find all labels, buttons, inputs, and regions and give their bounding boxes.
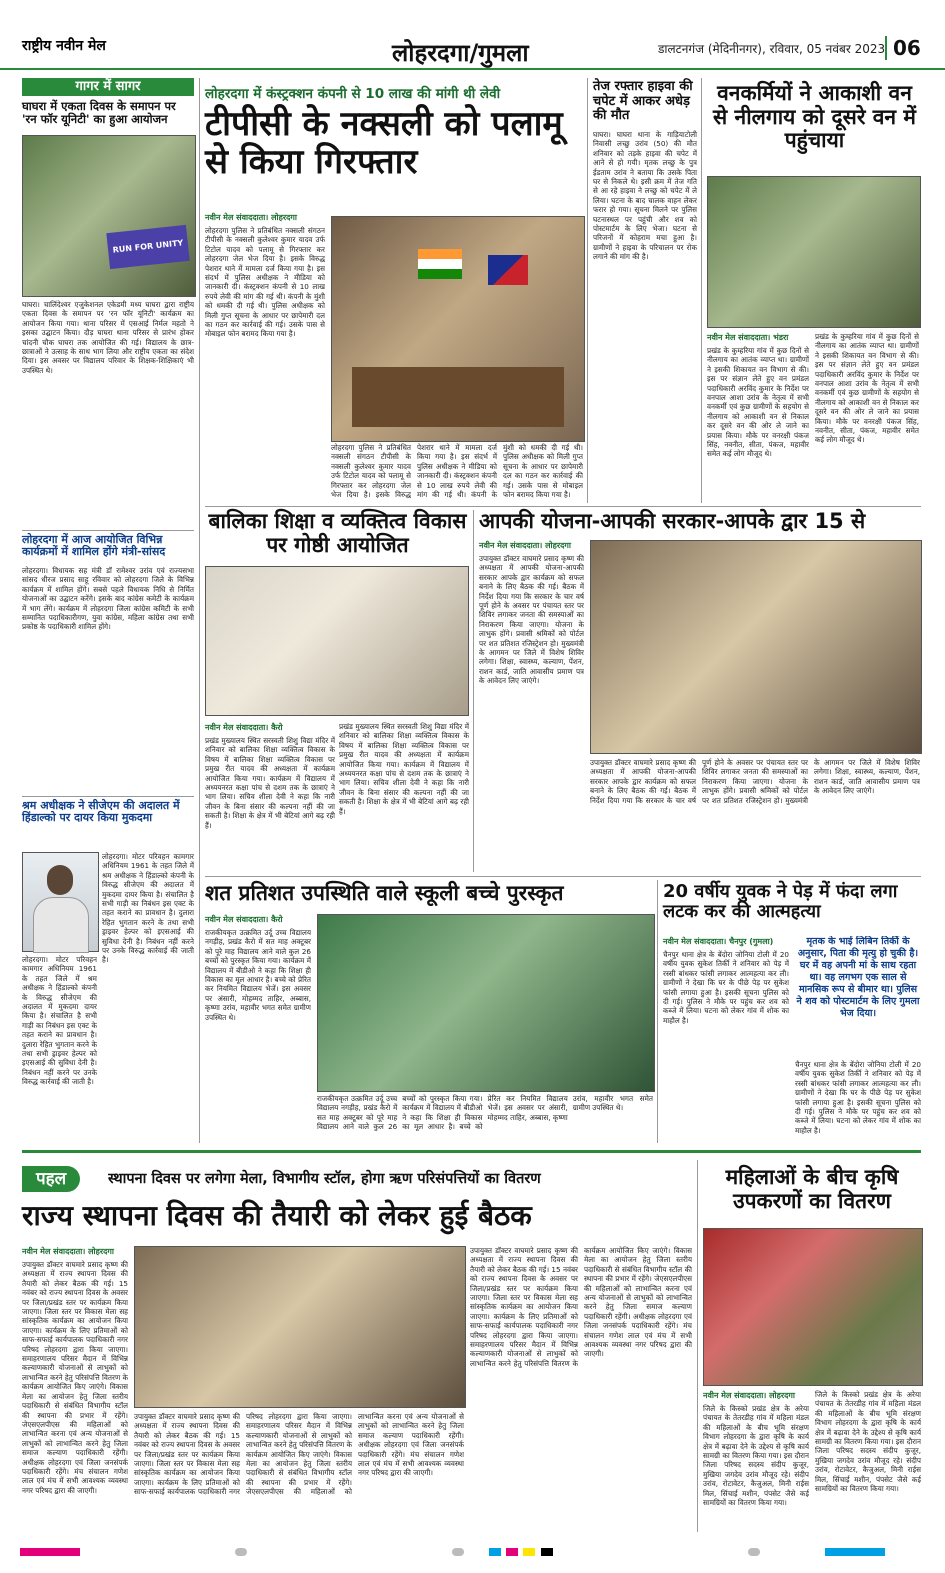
naxal-body-cont: लोहरदगा पुलिस ने प्रतिबंधित नक्सली संगठन टीपीसी के नक्सली कुलेश्वर कुमार यादव उर्फ टिटोल यादव को पलामू से गिरफ्तार कर लोहरदगा जेल भेज दिया है। इसके विरुद्ध पेशरार थाने में मामला दर्ज किया गया है। इस संदर्भ में पुलिस अधीक्षक ने मीडिया को जानकारी दी। कंस्ट्रक्शन कंपनी से 10 लाख रुपये लेवी की मांग की गई थी। कंपनी के मुंशी को धमकी दी गई थी। पुलिस अधीक्षक को मिली गुप्त सूचना के आधार पर छापेमारी दल का गठन कर कार्रवाई की गई। उसके पास से मोबाइल फोन बरामद किया गया है।	[331, 443, 583, 500]
yojana-byline: नवीन मेल संवाददाता। लोहरदगा	[479, 541, 571, 550]
column-rule	[473, 510, 474, 872]
tractor-distribution-photo	[703, 1228, 923, 1386]
column-rule	[701, 78, 702, 503]
page-number: 06	[885, 36, 921, 60]
pehal-kicker: स्थापना दिवस पर लगेगा मेला, विभागीय स्टॉल, होगा ऋण परिसंपत्तियों का वितरण	[108, 1171, 541, 1187]
portrait-body	[33, 897, 89, 953]
divider	[205, 876, 921, 877]
run-for-unity-banner: RUN FOR UNITY	[106, 225, 189, 269]
forest-headline: वनकर्मियों ने आकाशी वन से नीलगाय को दूसरे वन में पहुंचाया	[713, 81, 916, 153]
column-rule	[657, 880, 658, 1143]
labour-officer-portrait	[22, 852, 99, 952]
magenta-swatch	[20, 1548, 80, 1556]
yojana-headline: आपकी योजना-आपकी सरकार-आपके द्वार 15 से	[479, 509, 866, 533]
pehal-body-cont-2: उपायुक्त डॉक्टर वाघमारे प्रसाद कृष्ण की अध्यक्षता में राज्य स्थापना दिवस की तैयारी को लेकर बैठक की गई। 15 नवंबर को राज्य स्थापना दिवस के अवसर पर जिला/प्रखंड स्तर पर कार्यक्रम किया जाएगा। जिला स्तर पर विकास मेला सह सांस्कृतिक कार्यक्रम का आयोजन किया जाएगा। कार्यक्रम के लिए प्रतिमाओं को साफ-सफाई कार्यपालक पदाधिकारी नगर परिषद लोहरदगा द्वारा किया जाएगा। समाहरणालय परिसर मैदान में विभिन्न कल्याणकारी योजनाओं से लाभुकों को लाभान्वित करने हेतु परिसंपत्ति वितरण के कार्यक्रम आयोजित किए जाएंगे। विकास मेला का आयोजन हेतु जिला स्तरीय पदाधिकारी से संबंधित विभागीय स्टॉल की स्थापना की प्रभार में रहेंगे। जेएसएलपीएस की महिलाओं को लाभान्वित करना एवं अन्य योजनाओं से लाभुकों को लाभान्वित करने हेतु जिला समाज कल्याण पदाधिकारी रहेंगी। अधीक्षक लोहरदगा एवं जिला जनसंपर्क पदाधिकारी रहेंगे। मंच संचालन गणेश लाल एवं मंच में सभी आवश्यक व्यवस्था नगर परिषद द्वारा की जाएगी।	[470, 1246, 692, 1368]
ghaghra-headline: घाघरा में एकता दिवस के समापन पर 'रन फॉर यूनिटी' का हुआ आयोजन	[22, 99, 176, 126]
divider	[22, 530, 194, 531]
pehal-body-cont: उपायुक्त डॉक्टर वाघमारे प्रसाद कृष्ण की अध्यक्षता में राज्य स्थापना दिवस की तैयारी को लेकर बैठक की गई। 15 नवंबर को राज्य स्थापना दिवस के अवसर पर जिला/प्रखंड स्तर पर कार्यक्रम किया जाएगा। जिला स्तर पर विकास मेला सह सांस्कृतिक कार्यक्रम का आयोजन किया जाएगा। कार्यक्रम के लिए प्रतिमाओं को साफ-सफाई कार्यपालक पदाधिकारी नगर परिषद लोहरदगा द्वारा किया जाएगा। समाहरणालय परिसर मैदान में विभिन्न कल्याणकारी योजनाओं से लाभुकों को लाभान्वित करने हेतु परिसंपत्ति वितरण के कार्यक्रम आयोजित किए जाएंगे। विकास मेला का आयोजन हेतु जिला स्तरीय पदाधिकारी से संबंधित विभागीय स्टॉल की स्थापना की प्रभार में रहेंगे। जेएसएलपीएस की महिलाओं को लाभान्वित करना एवं अन्य योजनाओं से लाभुकों को लाभान्वित करने हेतु जिला समाज कल्याण पदाधिकारी रहेंगी। अधीक्षक लोहरदगा एवं जिला जनसंपर्क पदाधिकारी रहेंगे। मंच संचालन गणेश लाल एवं मंच में सभी आवश्यक व्यवस्था नगर परिषद द्वारा की जाएगी।	[134, 1412, 464, 1497]
women-body-cont: जिले के किस्को प्रखंड क्षेत्र के अरेया पंचायत के तेतरडीह गांव में महिला मंडल की महिलाओं के बीच भूमि संरक्षण विभाग लोहरदगा के द्वारा कृषि के कार्य क्षेत्र में बढ़ावा देने के उद्देश्य से कृषि कार्य सामग्री का वितरण किया गया। इस दौरान जिला परिषद सदस्य संदीप कुजूर, मुखिया जगदेव उरांव मौजूद रहे। संदीप उरांव, रोटावेटर, कैजुअल, मिनी राईस मिल, सिंचाई मशीन, पंपसेट जैसे कई सामग्रियों का वितरण किया गया।	[815, 1390, 921, 1494]
girls-seminar-photo	[205, 566, 469, 716]
column-rule	[697, 1160, 698, 1532]
section-rule	[22, 1150, 921, 1153]
students-body: राजकीयकृत उत्क्रमित उर्दू उच्च विद्यालय नगड़ीह, प्रखंड कैरो में सत माह अक्टूबर को पूरे माह विद्यालय आने वाले कुल 26 बच्चों को पुरस्कृत किया गया। कार्यक्रम में विद्यालय में बीडीओ ने कहा कि शिक्षा ही विकास का मूल आधार है। बच्चे को प्रेरित कर नियमित विद्यालय भेजें। इस अवसर पर अंसारी, मोहम्मद ताहिर, अब्बास, कृष्णा उरांव, महावीर भगत समेत ग्रामीण उपस्थित थे।	[205, 928, 311, 1022]
students-body-cont: राजकीयकृत उत्क्रमित उर्दू उच्च विद्यालय नगड़ीह, प्रखंड कैरो में सत माह अक्टूबर को पूरे माह विद्यालय आने वाले कुल 26 बच्चों को पुरस्कृत किया गया। कार्यक्रम में विद्यालय में बीडीओ ने कहा कि शिक्षा ही विकास का मूल आधार है। बच्चे को प्रेरित कर नियमित विद्यालय भेजें। इस अवसर पर अंसारी, मोहम्मद ताहिर, अब्बास, कृष्णा उरांव, महावीर भगत समेत ग्रामीण उपस्थित थे।	[317, 1094, 653, 1132]
desk	[352, 367, 564, 427]
girls-byline: नवीन मेल संवाददाता। कैरो	[205, 723, 283, 732]
yojana-meeting-photo	[590, 540, 922, 754]
women-body: जिले के किस्को प्रखंड क्षेत्र के अरेया पंचायत के तेतरडीह गांव में महिला मंडल की महिलाओं के बीच भूमि संरक्षण विभाग लोहरदगा के द्वारा कृषि के कार्य क्षेत्र में बढ़ावा देने के उद्देश्य से कृषि कार्य सामग्री का वितरण किया गया। इस दौरान जिला परिषद सदस्य संदीप कुजूर, मुखिया जगदेव उरांव मौजूद रहे। संदीप उरांव, रोटावेटर, कैजुअल, मिनी राईस मिल, सिंचाई मशीन, पंपसेट जैसे कई सामग्रियों का वितरण किया गया।	[703, 1404, 809, 1508]
naxal-headline: टीपीसी के नक्सली को पलामू से किया गिरफ्तार	[205, 104, 563, 183]
masthead	[0, 0, 945, 70]
students-headline: शत प्रतिशत उपस्थिति वाले स्कूली बच्चे पुरस्कृत	[205, 881, 564, 905]
column-rule	[587, 78, 588, 503]
ghaghra-body: घाघरा। चालिंदेश्वर एजुकेशनल एकेडमी मध्य घाघरा द्वारा राष्ट्रीय एकता दिवस के समापन पर 'रन फॉर यूनिटी' कार्यक्रम का आयोजन किया गया। थाना परिसर में एसआई निर्मल महतो ने इसका उद्घाटन किया। दौड़ घाघरा थाना परिसर से प्रारंभ होकर चांदनी चौक घाघरा तक आयोजित की गई। विद्यालय के छात्र-छात्राओं ने उत्साह के साथ भाग लिया और राष्ट्रीय एकता का संदेश दिया। इस अवसर पर विद्यालय परिवार के शिक्षक-शिक्षिकाएं भी उपस्थित थे।	[22, 300, 194, 375]
minister-body: लोहरदगा। विधायक सह मंत्री डॉ रामेश्वर उरांव एवं राज्यसभा सांसद धीरज प्रसाद साहू रविवार को लोहरदगा जिले के विभिन्न कार्यक्रम में शामिल होंगे। सबसे पहले विधायक निधि से निर्मित योजनाओं का उद्घाटन करेंगे। इसके बाद कांग्रेस कमेटी के कार्यक्रम में भाग लेंगे। कार्यक्रम में लोहरदगा जिला कांग्रेस कमिटी के सभी सम्मानित पदाधिकारीगण, युवा कांग्रेस, महिला कांग्रेस तथा सभी प्रकोष्ठ के पदाधिकारी शामिल होंगे।	[22, 566, 194, 632]
suicide-pullquote: मृतक के भाई लिबिन तिर्की के अनुसार, पिता की मृत्यु हो चुकी है। घर में वह अपनी मां के साथ रहता था। वह लगभग एक साल से मानसिक रूप से बीमार था। पुलिस ने शव को पोस्टमार्टम के लिए गुमला भेज दिया।	[796, 936, 920, 1019]
suicide-body: चैनपुर थाना क्षेत्र के बेंदोरा जोनिया टोली में 20 वर्षीय युवक सुकेश तिर्की ने शनिवार को पेड़ में रस्सी बांधकर फांसी लगाकर आत्महत्या कर ली। ग्रामीणों ने देखा कि घर के पीछे पेड़ पर सुकेश फांसी लगाया हुआ है। इसकी सूचना पुलिस को दी गई। पुलिस ने मौके पर पहुंच कर शव को कब्जे में लिया। घटना को लेकर गांव में शोक का माहौल है।	[663, 950, 789, 1025]
print-registration-bar	[20, 1541, 925, 1553]
black-swatch	[541, 1548, 553, 1556]
forest-body: प्रखंड के कुम्हरिया गांव में कुछ दिनों से नीलगाय का आतंक व्याप्त था। ग्रामीणों ने इसकी शिकायत वन विभाग से की। इस पर संज्ञान लेते हुए वन प्रमंडल पदाधिकारी अरविंद कुमार के निर्देश पर वनपाल आशा उरांव के नेतृत्व में सभी वनकर्मी एवं कुछ ग्रामीणों के सहयोग से नीलगाय को आकाशी वन से निकाल कर दूसरे वन की ओर ले जाने का प्रयास किया। मौके पर वनरक्षी पंकज सिंह, नवनीत, सीता, पंकज, महावीर समेत कई लोग मौजूद थे।	[707, 346, 809, 459]
court-body: लोहरदगा। मोटर परिवहन कामगार अधिनियम 1961 के तहत जिले में श्रम अधीक्षक ने हिंडाल्को कंपनी के विरुद्ध सीजेएम की अदालत में मुकदमा दायर किया है। संचालित है सभी गाड़ी का निबंधन इस एक्ट के तहत कराने का प्रावधान है। दुलारा रेहित भुगतान करने के तथा सभी ड्राइवर हेल्पर को इएसआई की सुविधा देनी है। निबंधन नहीं करने पर उनके विरुद्ध कार्रवाई की जाती है।	[102, 852, 194, 965]
cyan-swatch	[825, 1548, 885, 1556]
court-headline: श्रम अधीक्षक ने सीजेएम की अदालत में हिंडाल्को पर दायर किया मुकदमा	[22, 799, 180, 825]
run-for-unity-photo	[22, 135, 196, 297]
girls-headline: बालिका शिक्षा व व्यक्तित्व विकास पर गोष्ठी आयोजित	[208, 509, 467, 557]
forest-body-cont: प्रखंड के कुम्हरिया गांव में कुछ दिनों से नीलगाय का आतंक व्याप्त था। ग्रामीणों ने इसकी शिकायत वन विभाग से की। इस पर संज्ञान लेते हुए वन प्रमंडल पदाधिकारी अरविंद कुमार के निर्देश पर वनपाल आशा उरांव के नेतृत्व में सभी वनकर्मी एवं कुछ ग्रामीणों के सहयोग से नीलगाय को आकाशी वन से निकाल कर दूसरे वन की ओर ले जाने का प्रयास किया। मौके पर वनरक्षी पंकज सिंह, नवनीत, सीता, पंकज, महावीर समेत कई लोग मौजूद थे।	[815, 332, 919, 445]
forest-workers-photo	[707, 176, 921, 328]
divider	[22, 796, 194, 797]
registration-dot	[748, 1548, 760, 1556]
foundation-day-meeting-photo	[134, 1246, 466, 1408]
page-title: लोहरदगा/गुमला	[392, 39, 529, 67]
naxal-byline: नवीन मेल संवाददाता। लोहरदगा	[205, 213, 297, 222]
girls-body: प्रखंड मुख्यालय स्थित सरस्वती शिशु विद्या मंदिर में शनिवार को बालिका शिक्षा व्यक्तित्व विकास के विषय में बालिका शिक्षा व्यक्तित्व विकास पर प्रमुख रीत यादव की अध्यक्षता में कार्यक्रम आयोजित किया गया। कार्यक्रम में विद्यालय में अध्ययनरत कक्षा पांच से दशम तक के छात्राएं ने भाग लिया। सचिव शीला देवी ने कहा कि नारी जीवन के बिना संसार की कल्पना नहीं की जा सकती है। शिक्षा के क्षेत्र में भी बेटियां आगे बढ़ रही हैं।	[205, 736, 335, 830]
women-byline: नवीन मेल संवाददाता। लोहरदगा	[703, 1391, 795, 1400]
pehal-body: उपायुक्त डॉक्टर वाघमारे प्रसाद कृष्ण की अध्यक्षता में राज्य स्थापना दिवस की तैयारी को लेकर बैठक की गई। 15 नवंबर को राज्य स्थापना दिवस के अवसर पर जिला/प्रखंड स्तर पर कार्यक्रम किया जाएगा। जिला स्तर पर विकास मेला सह सांस्कृतिक कार्यक्रम का आयोजन किया जाएगा। कार्यक्रम के लिए प्रतिमाओं को साफ-सफाई कार्यपालक पदाधिकारी नगर परिषद लोहरदगा द्वारा किया जाएगा। समाहरणालय परिसर मैदान में विभिन्न कल्याणकारी योजनाओं से लाभुकों को लाभान्वित करने हेतु परिसंपत्ति वितरण के कार्यक्रम आयोजित किए जाएंगे। विकास मेला का आयोजन हेतु जिला स्तरीय पदाधिकारी से संबंधित विभागीय स्टॉल की स्थापना की प्रभार में रहेंगे। जेएसएलपीएस की महिलाओं को लाभान्वित करना एवं अन्य योजनाओं से लाभुकों को लाभान्वित करने हेतु जिला समाज कल्याण पदाधिकारी रहेंगी। अधीक्षक लोहरदगा एवं जिला जनसंपर्क पदाधिकारी रहेंगे। मंच संचालन गणेश लाल एवं मंच में सभी आवश्यक व्यवस्था नगर परिषद द्वारा की जाएगी।	[22, 1260, 128, 1495]
pehal-headline: राज्य स्थापना दिवस की तैयारी को लेकर हुई बैठक	[22, 1199, 532, 1232]
yellow-swatch	[523, 1548, 535, 1556]
dateline: डालटनगंज (मेदिनीनगर), रविवार, 05 नवंबर 2023	[658, 42, 886, 56]
divider	[205, 506, 921, 507]
portrait-face	[47, 865, 73, 895]
yojana-body: उपायुक्त डॉक्टर वाघमारे प्रसाद कृष्ण की अध्यक्षता में आपकी योजना-आपकी सरकार आपके द्वार कार्यक्रम को सफल बनाने के लिए बैठक की गई। बैठक में निर्देश दिया गया कि सरकार के चार वर्ष पूर्ण होने के अवसर पर पंचायत स्तर पर शिविर लगाकर जनता की समस्याओं का निराकरण किया जाएगा। योजना के लाभुक होंगे। प्रवासी श्रमिकों को पोर्टल पर शत प्रतिशत रजिस्ट्रेशन हो। मुख्यमंत्री के आगमन पर जिले में विशेष शिविर लगेगा। शिक्षा, स्वास्थ्य, कल्याण, पेंशन, राशन कार्ड, जाति आवासीय प्रमाण पत्र के आवेदन लिए जाएंगे।	[479, 554, 584, 686]
suicide-body-cont: चैनपुर थाना क्षेत्र के बेंदोरा जोनिया टोली में 20 वर्षीय युवक सुकेश तिर्की ने शनिवार को पेड़ में रस्सी बांधकर फांसी लगाकर आत्महत्या कर ली। ग्रामीणों ने देखा कि घर के पीछे पेड़ पर सुकेश फांसी लगाया हुआ है। इसकी सूचना पुलिस को दी गई। पुलिस ने मौके पर पहुंच कर शव को कब्जे में लिया। घटना को लेकर गांव में शोक का माहौल है।	[795, 1060, 921, 1135]
suicide-byline: नवीन मेल संवाददाता। चैनपुर (गुमला)	[663, 937, 774, 946]
naxal-kicker: लोहरदगा में कंस्ट्रक्शन कंपनी से 10 लाख की मांगी थी लेवी	[205, 86, 501, 102]
students-award-photo	[317, 914, 655, 1092]
girls-body-cont: प्रखंड मुख्यालय स्थित सरस्वती शिशु विद्या मंदिर में शनिवार को बालिका शिक्षा व्यक्तित्व विकास के विषय में बालिका शिक्षा व्यक्तित्व विकास पर प्रमुख रीत यादव की अध्यक्षता में कार्यक्रम आयोजित किया गया। कार्यक्रम में विद्यालय में अध्ययनरत कक्षा पांच से दशम तक के छात्राएं ने भाग लिया। सचिव शीला देवी ने कहा कि नारी जीवन के बिना संसार की कल्पना नहीं की जा सकती है। शिक्षा के क्षेत्र में भी बेटियां आगे बढ़ रही हैं।	[339, 722, 469, 816]
cyan-swatch	[489, 1548, 501, 1556]
magenta-swatch	[506, 1548, 518, 1556]
women-headline: महिलाओं के बीच कृषि उपकरणों का वितरण	[725, 1165, 899, 1213]
section-tag: गागर में सागर	[22, 78, 194, 96]
flag-india	[418, 249, 462, 279]
highway-headline: तेज रफ्तार हाइवा की चपेट में आकर अधेड़ की मौत	[593, 79, 693, 124]
registration-dot	[235, 1548, 247, 1556]
forest-byline: नवीन मेल संवाददाता। भंडरा	[707, 333, 789, 342]
naxal-body: लोहरदगा पुलिस ने प्रतिबंधित नक्सली संगठन टीपीसी के नक्सली कुलेश्वर कुमार यादव उर्फ टिटोल यादव को पलामू से गिरफ्तार कर लोहरदगा जेल भेज दिया है। इसके विरुद्ध पेशरार थाने में मामला दर्ज किया गया है। इस संदर्भ में पुलिस अधीक्षक ने मीडिया को जानकारी दी। कंस्ट्रक्शन कंपनी से 10 लाख रुपये लेवी की मांग की गई थी। कंपनी के मुंशी को धमकी दी गई थी। पुलिस अधीक्षक को मिली गुप्त सूचना के आधार पर छापेमारी दल का गठन कर कार्रवाई की गई। उसके पास से मोबाइल फोन बरामद किया गया है।	[205, 226, 325, 339]
minister-headline: लोहरदगा में आज आयोजित विभिन्न कार्यक्रमों में शामिल होंगे मंत्री-सांसद	[22, 533, 166, 559]
newspaper-logo: राष्ट्रीय नवीन मेल	[22, 38, 106, 54]
police-press-photo	[331, 216, 585, 442]
yojana-body-cont: उपायुक्त डॉक्टर वाघमारे प्रसाद कृष्ण की अध्यक्षता में आपकी योजना-आपकी सरकार आपके द्वार कार्यक्रम को सफल बनाने के लिए बैठक की गई। बैठक में निर्देश दिया गया कि सरकार के चार वर्ष पूर्ण होने के अवसर पर पंचायत स्तर पर शिविर लगाकर जनता की समस्याओं का निराकरण किया जाएगा। योजना के लाभुक होंगे। प्रवासी श्रमिकों को पोर्टल पर शत प्रतिशत रजिस्ट्रेशन हो। मुख्यमंत्री के आगमन पर जिले में विशेष शिविर लगेगा। शिक्षा, स्वास्थ्य, कल्याण, पेंशन, राशन कार्ड, जाति आवासीय प्रमाण पत्र के आवेदन लिए जाएंगे।	[590, 758, 920, 805]
pehal-byline: नवीन मेल संवाददाता। लोहरदगा	[22, 1247, 114, 1256]
column-rule	[199, 78, 200, 1143]
students-byline: नवीन मेल संवाददाता। कैरो	[205, 915, 283, 924]
flag-police	[488, 255, 528, 285]
pehal-tag: पहल	[22, 1166, 80, 1192]
suicide-headline: 20 वर्षीय युवक ने पेड़ में फंदा लगा लटक कर की आत्महत्या	[663, 881, 898, 923]
highway-body: घाघरा। घाघरा थाना के गाड़ियाटोली निवासी लच्छु उरांव (50) की मौत शनिवार को तड़के हाइवा की चपेट में आने से हो गयी। मृतक लच्छु के पुत्र ईडताम उरांव ने बताया कि उसके पिता घर से निकले थे। इसी क्रम में तेज गति से आ रहे हाइवा ने लच्छु को चपेट में ले लिया। घटना के बाद चालक वाहन लेकर फरार हो गया। सूचना मिलने पर पुलिस घटनास्थल पर पहुंची और शव को पोस्टमार्टम के लिए भेजा। घटना से परिजनों में कोहराम मचा हुआ है। ग्रामीणों ने हाइवा के परिचालन पर रोक लगाने की मांग की है।	[593, 130, 697, 262]
registration-dot	[452, 1548, 464, 1556]
court-body-cont: लोहरदगा। मोटर परिवहन कामगार अधिनियम 1961 के तहत जिले में श्रम अधीक्षक ने हिंडाल्को कंपनी के विरुद्ध सीजेएम की अदालत में मुकदमा दायर किया है। संचालित है सभी गाड़ी का निबंधन इस एक्ट के तहत कराने का प्रावधान है। दुलारा रेहित भुगतान करने के तथा सभी ड्राइवर हेल्पर को इएसआई की सुविधा देनी है। निबंधन नहीं करने पर उनके विरुद्ध कार्रवाई की जाती है।	[22, 955, 97, 1087]
